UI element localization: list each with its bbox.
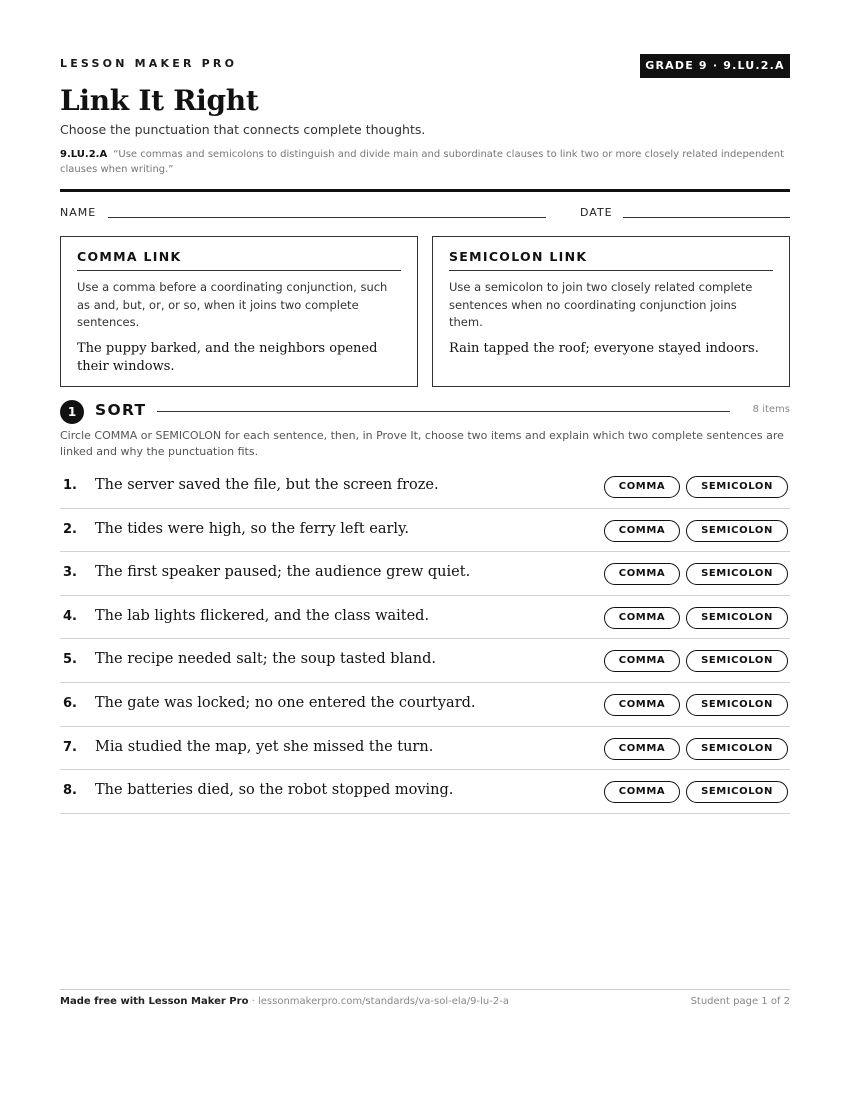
semicolon-choice-button[interactable]: SEMICOLON (686, 781, 788, 803)
footer-url[interactable]: · lessonmakerpro.com/standards/va-sol-ela/9-lu-2-a (248, 996, 509, 1007)
sort-instructions: Circle COMMA or SEMICOLON for each sentence, then, in Prove It, choose two items and explain which two complete sentences are linked and why the punctuation fits. (60, 429, 784, 458)
date-field[interactable] (623, 217, 790, 218)
list-item (60, 727, 790, 771)
footer-page-number: Student page 1 of 2 (690, 996, 790, 1007)
footer-divider (60, 989, 790, 990)
comma-link-title: COMMA LINK (77, 249, 401, 271)
semicolon-choice-button[interactable]: SEMICOLON (686, 738, 788, 760)
standard-code: 9.LU.2.A (60, 149, 108, 160)
semicolon-link-description: Use a semicolon to join two closely related complete sentences when no coordinating conjunction joins them. (449, 280, 753, 329)
item-sentence: The recipe needed salt; the soup tasted bland. (95, 651, 437, 668)
sort-items-list (60, 465, 790, 814)
item-number: 8. (63, 783, 77, 799)
comma-choice-button[interactable]: COMMA (604, 607, 680, 629)
section-title: SORT (95, 401, 147, 419)
comma-choice-button[interactable]: COMMA (604, 476, 680, 498)
page-subtitle: Choose the punctuation that connects complete thoughts. (60, 122, 426, 137)
header-divider (60, 189, 790, 192)
semicolon-choice-button[interactable]: SEMICOLON (686, 694, 788, 716)
item-number: 1. (63, 478, 77, 493)
semicolon-link-box (432, 236, 790, 387)
worksheet-page (60, 0, 790, 1100)
item-sentence: The server saved the file, but the screen froze. (95, 477, 439, 493)
list-item (60, 639, 790, 683)
comma-link-box (60, 236, 418, 387)
name-label: NAME (60, 206, 97, 219)
date-label: DATE (580, 206, 613, 219)
list-item (60, 552, 790, 596)
grade-badge: GRADE 9 · 9.LU.2.A (640, 54, 790, 78)
standard-text: “Use commas and semicolons to distinguish and divide main and subordinate clauses to link two or more closely related independent clauses when writing.” (60, 149, 785, 175)
comma-choice-button[interactable]: COMMA (604, 694, 680, 716)
list-item (60, 683, 790, 727)
brand-name: LESSON MAKER PRO (60, 57, 238, 70)
item-number: 5. (63, 652, 77, 668)
semicolon-choice-button[interactable]: SEMICOLON (686, 650, 788, 672)
comma-choice-button[interactable]: COMMA (604, 563, 680, 585)
item-sentence: Mia studied the map, yet she missed the turn. (95, 738, 434, 755)
semicolon-link-example: Rain tapped the roof; everyone stayed indoors. (449, 340, 759, 356)
section-divider (157, 411, 730, 412)
comma-choice-button[interactable]: COMMA (604, 520, 680, 542)
item-sentence: The lab lights flickered, and the class waited. (95, 607, 430, 624)
footer-made-with: Made free with Lesson Maker Pro (60, 996, 249, 1007)
item-sentence: The batteries died, so the robot stopped moving. (95, 782, 454, 799)
item-number: 4. (63, 608, 77, 624)
item-number: 3. (63, 565, 77, 581)
comma-link-description: Use a comma before a coordinating conjunction, such as and, but, or, or so, when it joins two complete sentences. (77, 280, 388, 329)
semicolon-choice-button[interactable]: SEMICOLON (686, 476, 788, 498)
list-item (60, 596, 790, 640)
comma-choice-button[interactable]: COMMA (604, 650, 680, 672)
sort-section-header (60, 399, 790, 423)
section-item-count: 8 items (752, 404, 790, 415)
list-item (60, 465, 790, 509)
item-sentence: The first speaker paused; the audience grew quiet. (95, 564, 471, 581)
footer-credit (60, 996, 509, 1007)
page-title: Link It Right (60, 84, 259, 117)
list-item (60, 770, 790, 814)
list-item (60, 509, 790, 553)
comma-link-example: The puppy barked, and the neighbors opened their windows. (77, 340, 378, 374)
semicolon-choice-button[interactable]: SEMICOLON (686, 607, 788, 629)
semicolon-choice-button[interactable]: SEMICOLON (686, 520, 788, 542)
item-number: 6. (63, 695, 77, 711)
standard-description (60, 147, 790, 177)
semicolon-link-title: SEMICOLON LINK (449, 249, 773, 271)
name-field[interactable] (108, 217, 546, 218)
item-number: 2. (63, 521, 77, 537)
comma-choice-button[interactable]: COMMA (604, 738, 680, 760)
section-number-badge: 1 (60, 400, 84, 424)
item-sentence: The gate was locked; no one entered the courtyard. (95, 694, 476, 711)
item-number: 7. (63, 739, 77, 755)
semicolon-choice-button[interactable]: SEMICOLON (686, 563, 788, 585)
item-sentence: The tides were high, so the ferry left early. (95, 520, 409, 537)
comma-choice-button[interactable]: COMMA (604, 781, 680, 803)
